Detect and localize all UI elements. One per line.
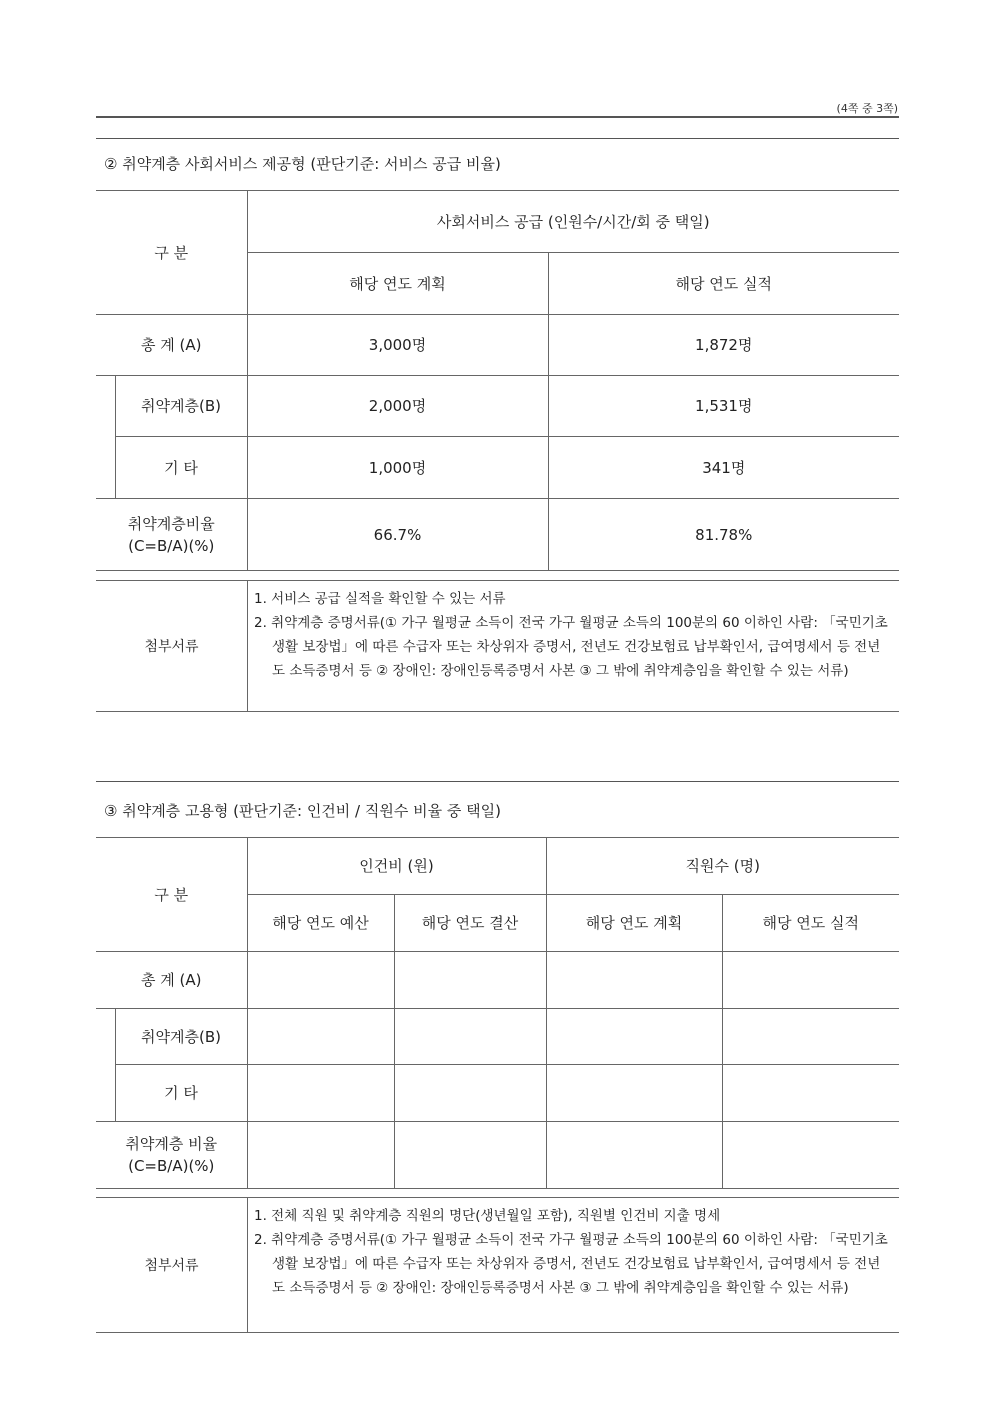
cell-budget[interactable]: [247, 1009, 394, 1065]
cell-plan[interactable]: [546, 1065, 722, 1122]
indent-spacer: [96, 1009, 115, 1122]
table-row: [96, 1009, 899, 1065]
table-row: [96, 376, 899, 437]
cell-budget[interactable]: [247, 1065, 394, 1122]
cell-settlement[interactable]: [394, 1122, 546, 1189]
section3-title: ③ 취약계층 고용형 (판단기준: 인건비 / 직원수 비율 중 택일): [104, 802, 501, 820]
section2-table: [96, 190, 899, 571]
attachment-item: 2. 취약계층 증명서류(① 가구 월평균 소득이 전국 가구 월평균 소득의 100분의 60 이하인 사람: 「국민기초생활 보장법」에 따른 수급자 또는 차상위자 증명서, 전년도 건강보험료 납부확인서, 급여명세서 등 전년도 소득증명서 등 ② 장애인: 장애인등록증명서 사본 ③ 그 밖에 취약계층임을 확인할 수 있는 서류): [254, 615, 888, 679]
cell-actual[interactable]: [722, 1009, 899, 1065]
cell-settlement[interactable]: [394, 952, 546, 1009]
cell-plan: 1,000명: [247, 437, 548, 499]
table-row: [96, 1122, 899, 1189]
cell-settlement[interactable]: [394, 1065, 546, 1122]
section2-attachments: [96, 580, 899, 712]
category-header: 구 분: [96, 191, 247, 315]
section2-title: ② 취약계층 사회서비스 제공형 (판단기준: 서비스 공급 비율): [104, 155, 501, 173]
cell-actual[interactable]: [722, 1122, 899, 1189]
table-row: [96, 315, 899, 376]
row-label: 취약계층 비율(C=B/A)(%): [96, 1122, 247, 1189]
table-row: [96, 952, 899, 1009]
row-label: 기 타: [115, 437, 247, 499]
table-row: [96, 1065, 899, 1122]
attachments-list: [254, 1204, 893, 1300]
attachment-item: 1. 전체 직원 및 취약계층 직원의 명단(생년월일 포함), 직원별 인건비 지출 명세: [254, 1208, 721, 1224]
cell-actual: 1,531명: [548, 376, 899, 437]
cell-actual[interactable]: [722, 1065, 899, 1122]
row-label: 취약계층(B): [115, 376, 247, 437]
cell-plan: 66.7%: [247, 499, 548, 571]
cell-budget[interactable]: [247, 952, 394, 1009]
section-divider: [96, 781, 899, 782]
column-header-plan: 해당 연도 계획: [546, 895, 722, 952]
cell-plan[interactable]: [546, 952, 722, 1009]
column-header-budget: 해당 연도 예산: [247, 895, 394, 952]
cell-actual: 81.78%: [548, 499, 899, 571]
group-header-headcount: 직원수 (명): [546, 838, 899, 895]
group-header: 사회서비스 공급 (인원수/시간/회 중 택일): [247, 191, 899, 253]
attachment-item: 2. 취약계층 증명서류(① 가구 월평균 소득이 전국 가구 월평균 소득의 100분의 60 이하인 사람: 「국민기초생활 보장법」에 따른 수급자 또는 차상위자 증명서, 전년도 건강보험료 납부확인서, 급여명세서 등 전년도 소득증명서 등 ② 장애인: 장애인등록증명서 사본 ③ 그 밖에 취약계층임을 확인할 수 있는 서류): [254, 1232, 888, 1296]
row-label: 총 계 (A): [96, 315, 247, 376]
attachment-item: 1. 서비스 공급 실적을 확인할 수 있는 서류: [254, 591, 506, 607]
page-number: (4쪽 중 3쪽): [836, 102, 898, 115]
table-row: [96, 437, 899, 499]
group-header-labor-cost: 인건비 (원): [247, 838, 546, 895]
column-header-actual: 해당 연도 실적: [722, 895, 899, 952]
attachments-label: 첨부서류: [96, 1198, 248, 1332]
column-header-actual: 해당 연도 실적: [548, 253, 899, 315]
top-rule: [96, 116, 899, 118]
cell-actual[interactable]: [722, 952, 899, 1009]
row-label: 취약계층(B): [115, 1009, 247, 1065]
attachments-list: [254, 587, 893, 683]
table-row: [96, 499, 899, 571]
cell-plan[interactable]: [546, 1122, 722, 1189]
cell-actual: 1,872명: [548, 315, 899, 376]
attachments-label: 첨부서류: [96, 581, 248, 711]
cell-settlement[interactable]: [394, 1009, 546, 1065]
category-header: 구 분: [96, 838, 247, 952]
cell-actual: 341명: [548, 437, 899, 499]
cell-plan: 3,000명: [247, 315, 548, 376]
section-divider: [96, 138, 899, 139]
section3-table: [96, 837, 899, 1189]
cell-plan: 2,000명: [247, 376, 548, 437]
column-header-settlement: 해당 연도 결산: [394, 895, 546, 952]
cell-budget[interactable]: [247, 1122, 394, 1189]
row-label: 취약계층비율(C=B/A)(%): [96, 499, 247, 571]
column-header-plan: 해당 연도 계획: [247, 253, 548, 315]
cell-plan[interactable]: [546, 1009, 722, 1065]
indent-spacer: [96, 376, 115, 499]
section3-attachments: [96, 1197, 899, 1333]
row-label: 총 계 (A): [96, 952, 247, 1009]
row-label: 기 타: [115, 1065, 247, 1122]
